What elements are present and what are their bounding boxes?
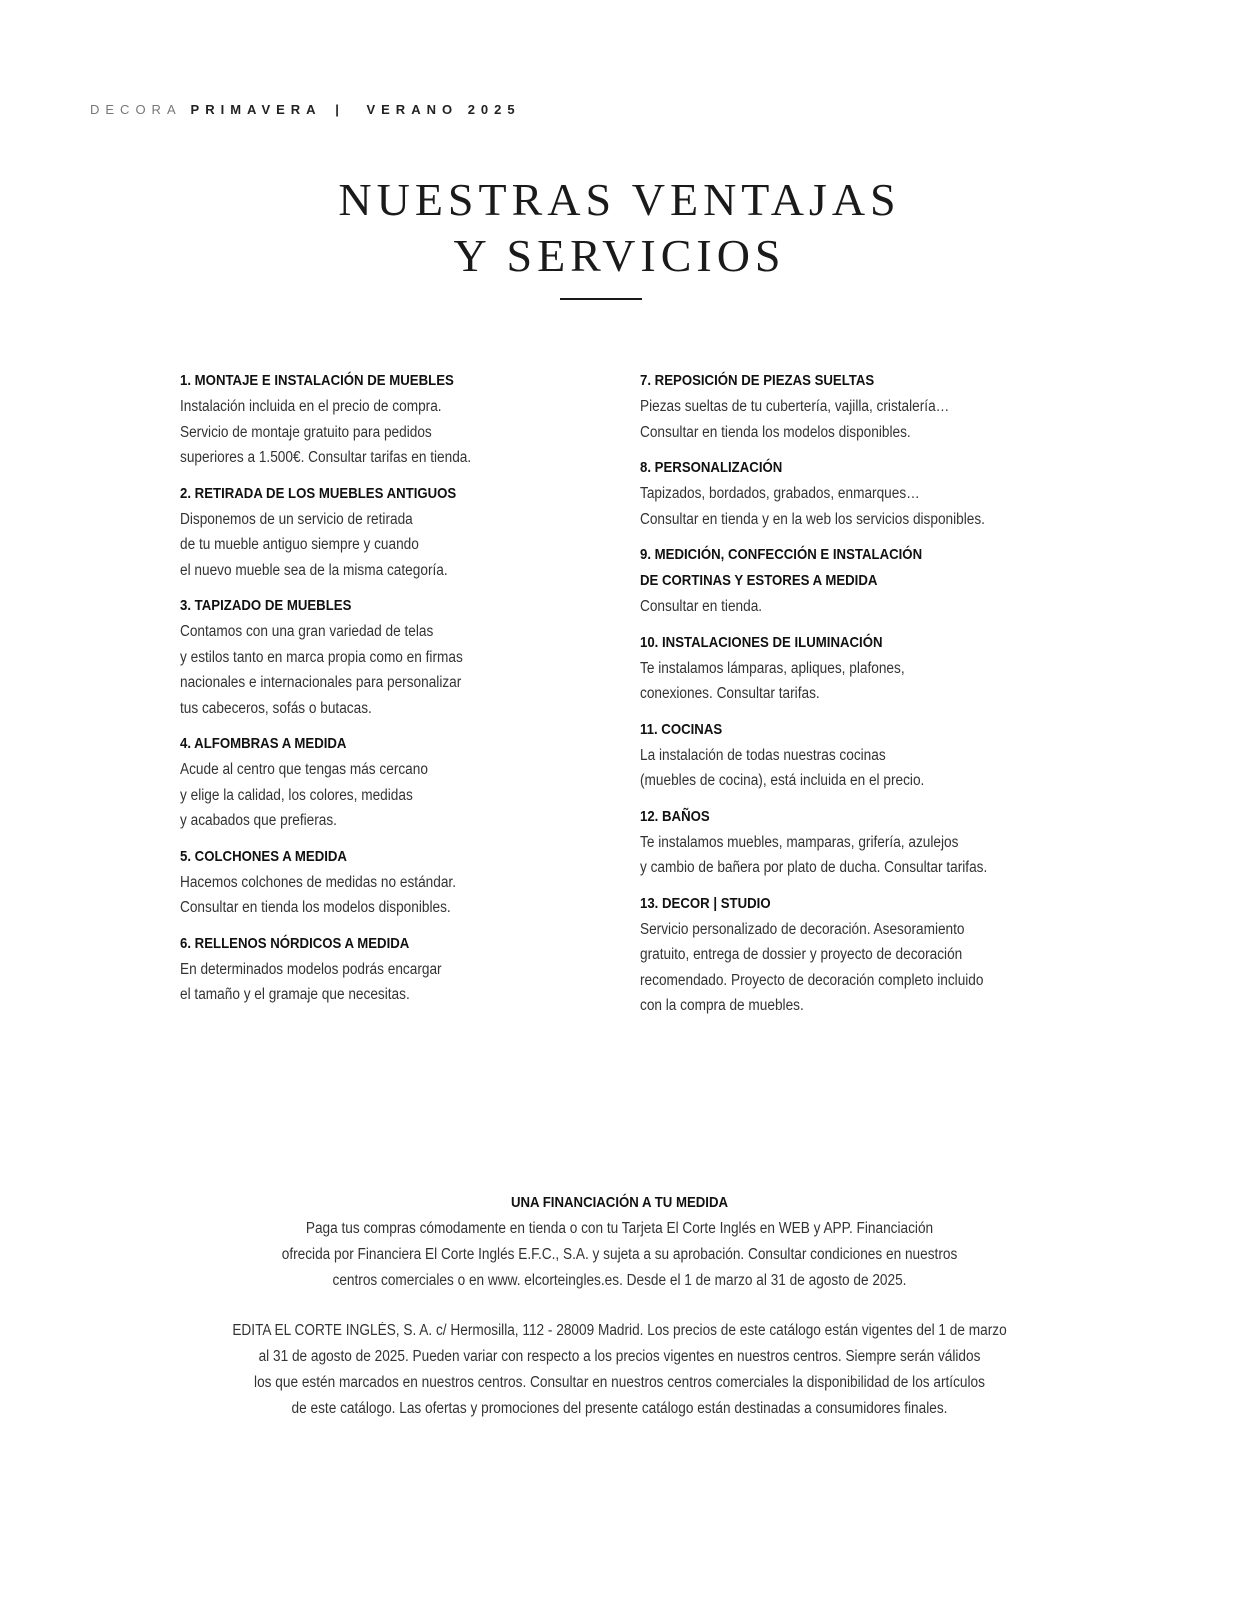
service-description (180, 394, 550, 471)
legal-text (74, 1318, 1164, 1422)
financing-title: UNA FINANCIACIÓN A TU MEDIDA (510, 1194, 729, 1211)
service-description-line: Piezas sueltas de tu cubertería, vajilla, cristalería… (640, 398, 950, 415)
service-description-line: tus cabeceros, sofás o butacas. (180, 699, 372, 717)
service-description-line: y cambio de bañera por plato de ducha. Consultar tarifas. (640, 859, 988, 876)
service-title (640, 804, 1010, 830)
page-title-line-1: NUESTRAS VENTAJAS (338, 174, 901, 225)
service-description (640, 743, 1010, 794)
service-description (180, 870, 550, 921)
text-line: ofrecida por Financiera El Corte Inglés E.F.C., S.A. y sujeta a su aprobación. Consultar condiciones en nuestros (281, 1246, 958, 1263)
title-divider (560, 298, 642, 300)
service-title-line: 8. PERSONALIZACIÓN (640, 459, 783, 476)
service-description (640, 830, 1010, 881)
service-description (640, 656, 1010, 707)
service-title (180, 731, 550, 757)
service-title-line: 11. COCINAS (640, 720, 723, 738)
service-title (640, 717, 1010, 743)
service-item (640, 717, 1060, 794)
text-line: Paga tus compras cómodamente en tienda o con tu Tarjeta El Corte Inglés en WEB y APP. Financiación (305, 1220, 934, 1237)
header-brand: DECORA (90, 102, 181, 117)
service-description-line: y acabados que prefieras. (180, 812, 337, 829)
service-item (640, 368, 1060, 445)
service-description-line: nacionales e internacionales para personalizar (180, 674, 462, 691)
service-description-line: y estilos tanto en marca propia como en firmas (180, 648, 463, 666)
service-description (640, 917, 1010, 1019)
service-title-line: DE CORTINAS Y ESTORES A MEDIDA (640, 572, 878, 589)
service-title-line: 10. INSTALACIONES DE ILUMINACIÓN (640, 633, 883, 651)
text-line: los que estén marcados en nuestros centros. Consultar en nuestros centros comerciales la disponibilidad de los artículos (254, 1374, 985, 1391)
service-description-line: conexiones. Consultar tarifas. (640, 685, 820, 702)
service-title-line: 2. RETIRADA DE LOS MUEBLES ANTIGUOS (180, 484, 457, 502)
service-description-line: Tapizados, bordados, grabados, enmarques… (640, 485, 920, 502)
service-description (640, 481, 1010, 532)
service-item (180, 844, 600, 921)
service-description-line: Te instalamos lámparas, apliques, plafones, (640, 659, 905, 677)
service-description-line: Consultar en tienda. (640, 598, 763, 615)
header-separator: | (335, 102, 345, 117)
service-item (640, 542, 1060, 620)
service-title-line: 12. BAÑOS (640, 807, 710, 825)
header-season-b: VERANO 2025 (366, 102, 521, 117)
service-item (640, 891, 1060, 1019)
service-description-line: gratuito, entrega de dossier y proyecto de decoración (640, 946, 963, 963)
financing-text (74, 1216, 1164, 1294)
text-line: EDITA EL CORTE INGLÉS, S. A. c/ Hermosilla, 112 - 28009 Madrid. Los precios de este catálogo están vigentes del 1 de marzo (232, 1322, 1007, 1339)
service-description-line: (muebles de cocina), está incluida en el precio. (640, 772, 925, 789)
service-description-line: Disponemos de un servicio de retirada (180, 510, 413, 528)
service-description-line: Consultar en tienda y en la web los servicios disponibles. (640, 510, 985, 528)
service-description-line: Hacemos colchones de medidas no estándar. (180, 873, 457, 891)
service-item (180, 593, 600, 721)
service-description-line: superiores a 1.500€. Consultar tarifas en tienda. (180, 449, 472, 466)
service-item (640, 630, 1060, 707)
service-title-line: 6. RELLENOS NÓRDICOS A MEDIDA (180, 934, 410, 952)
service-description-line: con la compra de muebles. (640, 997, 804, 1014)
service-description-line: Consultar en tienda los modelos disponibles. (640, 423, 911, 441)
service-description-line: Instalación incluida en el precio de compra. (180, 398, 442, 415)
service-title-line: 3. TAPIZADO DE MUEBLES (180, 597, 352, 614)
service-description (180, 957, 550, 1008)
service-description-line: Consultar en tienda los modelos disponibles. (180, 899, 451, 916)
service-description-line: Te instalamos muebles, mamparas, grifería, azulejos (640, 833, 959, 851)
service-description-line: En determinados modelos podrás encargar (180, 960, 442, 978)
service-description-line: y elige la calidad, los colores, medidas (180, 786, 413, 804)
service-description-line: La instalación de todas nuestras cocinas (640, 746, 886, 764)
service-title (640, 630, 1010, 656)
service-title (180, 844, 550, 870)
services-left-column (180, 368, 600, 1018)
service-description-line: Contamos con una gran variedad de telas (180, 623, 434, 640)
service-item (180, 368, 600, 471)
service-title (180, 368, 550, 394)
text-line: centros comerciales o en www. elcorteingles.es. Desde el 1 de marzo al 31 de agosto de 2025. (332, 1272, 907, 1289)
service-title (640, 891, 1010, 917)
service-description-line: Servicio personalizado de decoración. Asesoramiento (640, 920, 965, 938)
page-title-line-2: Y SERVICIOS (453, 230, 786, 281)
service-title-line: 1. MONTAJE E INSTALACIÓN DE MUEBLES (180, 372, 454, 389)
service-item (180, 481, 600, 584)
service-description-line: Servicio de montaje gratuito para pedidos (180, 423, 432, 441)
text-line: de este catálogo. Las ofertas y promociones del presente catálogo están destinadas a consumidores finales. (291, 1400, 948, 1417)
service-description (180, 619, 550, 721)
service-description-line: de tu mueble antiguo siempre y cuando (180, 536, 419, 553)
service-description (180, 507, 550, 584)
page-title (0, 172, 1239, 284)
service-title (640, 542, 1010, 594)
service-description-line: Acude al centro que tengas más cercano (180, 761, 428, 778)
service-description-line: el nuevo mueble sea de la misma categoría. (180, 561, 448, 579)
service-item (180, 731, 600, 834)
running-header (90, 102, 521, 117)
service-title (180, 593, 550, 619)
service-description-line: recomendado. Proyecto de decoración completo incluido (640, 971, 984, 989)
header-season-a: PRIMAVERA (190, 102, 322, 117)
service-title (640, 368, 1010, 394)
service-description (640, 394, 1010, 445)
service-item (180, 931, 600, 1008)
service-title-line: 5. COLCHONES A MEDIDA (180, 847, 347, 865)
financing-section (0, 1190, 1239, 1294)
legal-notice (0, 1318, 1239, 1422)
services-right-column (640, 368, 1060, 1029)
service-description (640, 594, 1010, 620)
service-title (180, 931, 550, 957)
service-description-line: el tamaño y el gramaje que necesitas. (180, 986, 410, 1003)
text-line: al 31 de agosto de 2025. Pueden variar con respecto a los precios vigentes en nuestros centros. Siempre serán válidos (258, 1348, 981, 1365)
service-title-line: 7. REPOSICIÓN DE PIEZAS SUELTAS (640, 372, 875, 389)
service-title (180, 481, 550, 507)
service-title-line: 13. DECOR | STUDIO (640, 894, 771, 912)
service-title-line: 4. ALFOMBRAS A MEDIDA (180, 735, 347, 752)
service-description (180, 757, 550, 834)
service-title (640, 455, 1010, 481)
service-item (640, 804, 1060, 881)
service-item (640, 455, 1060, 532)
service-title-line: 9. MEDICIÓN, CONFECCIÓN E INSTALACIÓN (640, 546, 923, 563)
